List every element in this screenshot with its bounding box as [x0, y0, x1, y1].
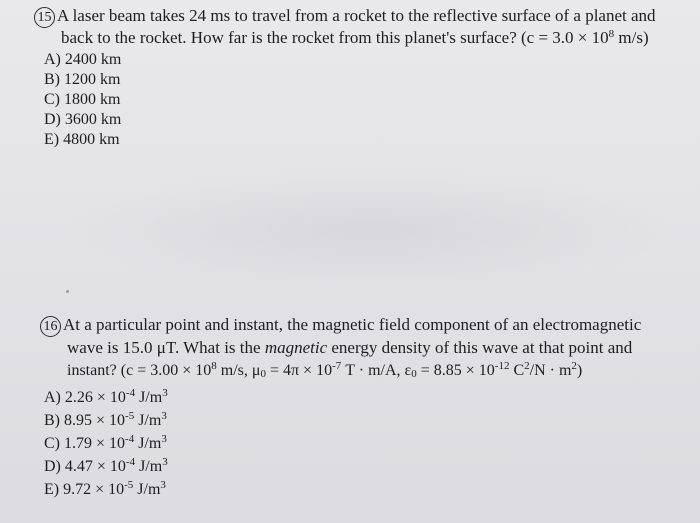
exponent: -5 — [124, 479, 134, 491]
question-text: wave is 15.0 μT. What is the — [67, 338, 265, 357]
question-15-line-1 — [34, 6, 656, 28]
option-unit: J/m — [134, 435, 162, 452]
question-text: At a particular point and instant, the magnetic field component of an electromagnetic — [63, 315, 642, 334]
exponent: -5 — [125, 410, 135, 422]
question-number-circle: 15 — [34, 7, 55, 28]
question-text: = 4π × 10 — [265, 362, 333, 379]
option-unit: J/m — [133, 481, 161, 498]
question-16-line-2 — [67, 338, 632, 358]
question-text: instant? (c = 3.00 × 10 — [67, 362, 212, 379]
question-text: A laser beam takes 24 ms to travel from a rocket to the reflective surface of a planet and — [57, 6, 656, 25]
question-text: back to the rocket. How far is the rocket from this planet's surface? (c = 3.0 × 10 — [61, 28, 609, 47]
question-text: = 8.85 × 10 — [416, 362, 495, 379]
option-value: E) 9.72 × 10 — [44, 481, 125, 498]
paper-bleed-through — [60, 170, 680, 290]
exponent: 8 — [211, 360, 217, 372]
answer-option — [44, 434, 167, 454]
answer-option: A) 2400 km — [44, 51, 122, 68]
question-16-line-1 — [40, 315, 641, 337]
question-text: m/s) — [614, 28, 649, 47]
answer-option — [44, 411, 167, 431]
exponent: -12 — [494, 360, 510, 372]
question-number-circle: 16 — [40, 316, 61, 337]
question-15-line-2 — [61, 28, 649, 48]
exponent: 2 — [571, 360, 577, 372]
answer-option — [44, 457, 168, 477]
exponent: -7 — [332, 360, 342, 372]
option-value: A) 2.26 × 10 — [44, 389, 126, 406]
pencil-dot — [66, 290, 69, 293]
option-unit: J/m — [135, 389, 163, 406]
exponent: 2 — [524, 360, 530, 372]
subscript: 0 — [411, 368, 417, 380]
answer-option — [44, 480, 166, 500]
exponent: 3 — [162, 387, 168, 399]
exponent: 3 — [161, 410, 167, 422]
subscript: 0 — [260, 368, 266, 380]
option-unit: J/m — [135, 458, 163, 475]
exponent: -4 — [125, 387, 136, 399]
emphasis-text: magnetic — [264, 338, 328, 357]
answer-option: D) 3600 km — [44, 111, 122, 128]
exponent: -4 — [125, 456, 136, 468]
question-text: /N · m — [529, 362, 572, 379]
exponent: 3 — [161, 433, 167, 445]
option-value: C) 1.79 × 10 — [44, 435, 126, 452]
question-text: T · m/A, ε — [341, 362, 412, 379]
exponent: 3 — [160, 479, 166, 491]
question-text: energy density of this wave at that point and — [327, 338, 633, 357]
option-unit: J/m — [134, 412, 162, 429]
question-text: m/s, μ — [216, 362, 261, 379]
exponent: 8 — [608, 28, 615, 40]
answer-option — [44, 388, 168, 408]
option-value: D) 4.47 × 10 — [44, 458, 126, 475]
question-16-line-3 — [67, 361, 582, 381]
option-value: B) 8.95 × 10 — [44, 412, 126, 429]
answer-option: E) 4800 km — [44, 131, 120, 148]
answer-option: C) 1800 km — [44, 91, 121, 108]
question-text: ) — [576, 362, 583, 379]
exponent: -4 — [125, 433, 135, 445]
exponent: 3 — [162, 456, 168, 468]
question-text: C — [509, 362, 525, 379]
answer-option: B) 1200 km — [44, 71, 121, 88]
